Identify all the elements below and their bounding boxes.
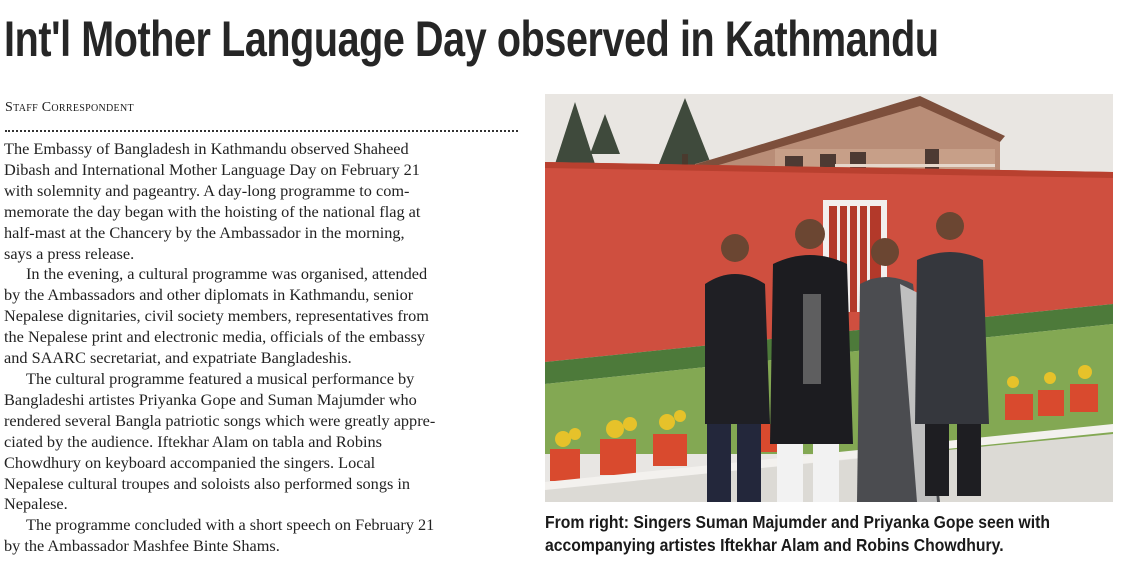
text-line: Chowdhury on keyboard accompanied the singers. Local	[4, 452, 376, 472]
text-line: The cultural programme featured a musical performance by	[26, 368, 415, 388]
caption-line: From right: Singers Suman Majumder and Priyanka Gope seen with	[545, 512, 1050, 532]
article-body	[4, 139, 520, 557]
text-line: with solemnity and pageantry. A day-long programme to com-	[4, 180, 410, 200]
news-photo	[545, 94, 1113, 502]
byline-divider	[5, 130, 518, 132]
text-line: by the Ambassador Mashfee Binte Shams.	[4, 536, 280, 556]
text-line: rendered several Bangla patriotic songs which were greatly appre-	[4, 410, 436, 430]
text-line: by the Ambassadors and other diplomats in Kathmandu, senior	[4, 285, 414, 305]
text-line: Nepalese cultural troupes and soloists also performed songs in	[4, 473, 411, 493]
text-line: memorate the day began with the hoisting of the national flag at	[4, 201, 421, 221]
article-paragraph-2	[4, 264, 520, 369]
text-line: Nepalese dignitaries, civil society members, representatives from	[4, 306, 429, 326]
text-line: The programme concluded with a short speech on February 21	[26, 515, 435, 535]
photo-caption	[545, 511, 1058, 557]
text-line: says a press release.	[4, 243, 135, 263]
article-paragraph-1	[4, 139, 520, 264]
article-paragraph-3	[4, 369, 520, 515]
text-line: and SAARC secretariat, and expatriate Bangladeshis.	[4, 348, 352, 368]
text-line: The Embassy of Bangladesh in Kathmandu observed Shaheed	[4, 139, 409, 158]
text-line: Bangladeshi artistes Priyanka Gope and Suman Majumder who	[4, 389, 417, 409]
byline: Staff Correspondent	[5, 100, 134, 115]
text-line: ciated by the audience. Iftekhar Alam on tabla and Robins	[4, 431, 382, 451]
text-line: half-mast at the Chancery by the Ambassador in the morning,	[4, 222, 405, 242]
text-line: Dibash and International Mother Language Day on February 21	[4, 159, 420, 179]
caption-line: accompanying artistes Iftekhar Alam and Robins Chowdhury.	[545, 535, 1004, 555]
article-paragraph-4	[4, 515, 520, 557]
photo-illustration	[545, 94, 1113, 502]
headline: Int'l Mother Language Day observed in Kathmandu	[4, 11, 939, 67]
text-line: In the evening, a cultural programme was organised, attended	[26, 264, 428, 284]
text-line: Nepalese.	[4, 494, 68, 514]
text-line: the Nepalese print and electronic media, officials of the embassy	[4, 327, 426, 347]
